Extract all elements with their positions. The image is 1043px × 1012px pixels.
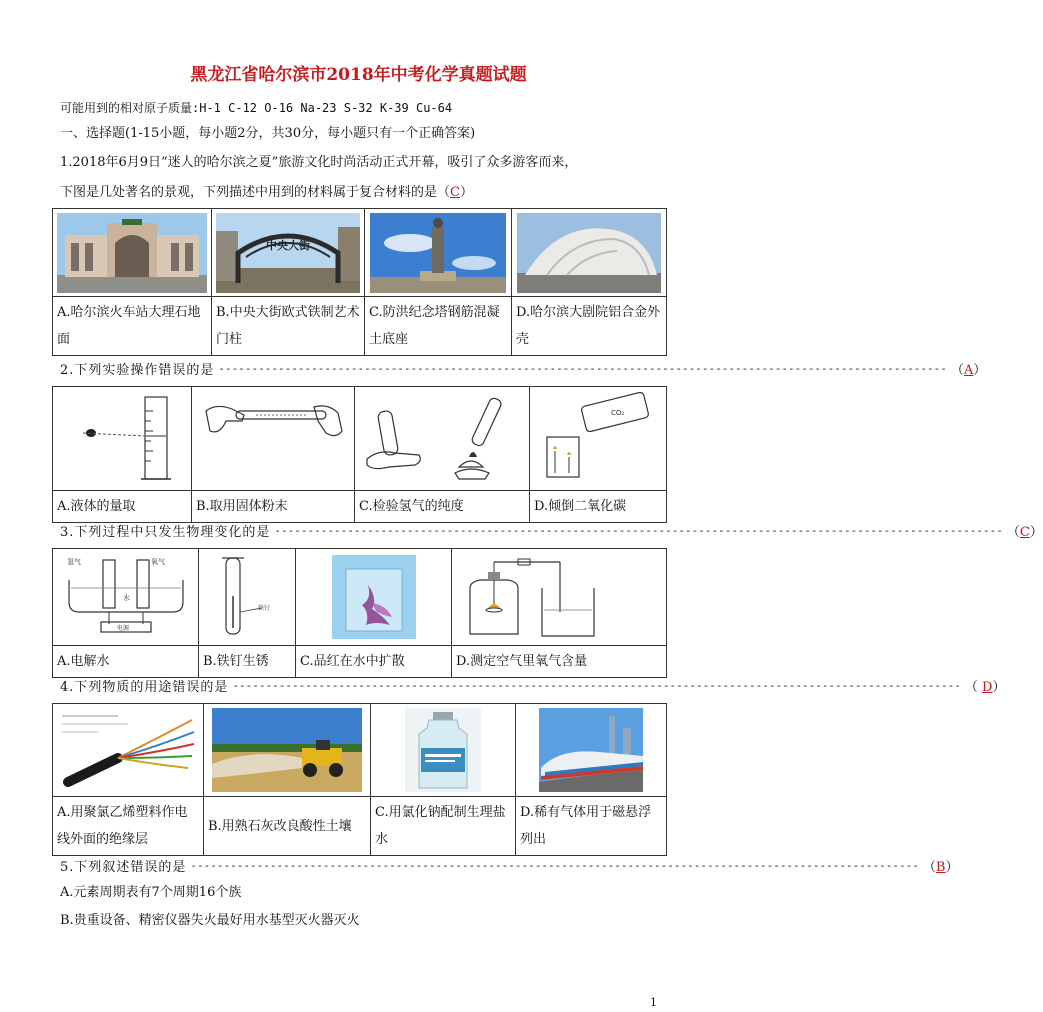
tractor-field-image [212, 708, 362, 792]
water-electrolysis-drawing [57, 552, 195, 642]
maglev-train-image [539, 708, 643, 792]
q1-image-b [212, 209, 365, 297]
q1-option-d: D.哈尔滨大剧院铝合金外壳 [512, 297, 667, 356]
q4-option-c: C.用氯化钠配制生理盐水 [371, 797, 516, 856]
q4-stem-line [60, 675, 1006, 695]
page-number: 1 [650, 996, 657, 1009]
q2-option-d: D.倾倒二氧化碳 [530, 491, 667, 523]
q4-answer-bracket [965, 676, 1006, 695]
q5-open-paren: （ [922, 859, 936, 875]
grand-theatre-image [517, 213, 661, 293]
q1-options-table [52, 208, 667, 356]
q1-stem-line1: 1.2018年6月9日“迷人的哈尔滨之夏”旅游文化时尚活动正式开幕，吸引了众多游客而来， [60, 155, 578, 170]
q5-leader-dashes: -------------------------------------------------------------------------------------------------------------- [190, 858, 919, 872]
atomic-masses: 可能用到的相对原子质量:H-1 C-12 O-16 Na-23 S-32 K-39 Cu-64 [60, 101, 453, 115]
q2-options-table [52, 386, 667, 523]
electric-cable-image [58, 708, 198, 792]
q2-answer: A [963, 362, 974, 378]
q3-leader-dashes: -------------------------------------------------------------------------------------------------------------- [274, 523, 1003, 537]
solid-powder-drawing [196, 391, 350, 487]
o2-label: 氧气 [150, 558, 165, 566]
q2-stem: 2.下列实验操作错误的是 [60, 362, 215, 378]
q4-image-b [204, 704, 371, 797]
q5-stem-line [60, 855, 959, 875]
q1-answer: C [450, 185, 460, 200]
q2-image-d [530, 387, 667, 491]
q2-option-c: C.检验氢气的纯度 [355, 491, 530, 523]
q4-stem: 4.下列物质的用途错误的是 [60, 679, 229, 695]
h2-label: 氢气 [66, 558, 81, 566]
q2-image-c [355, 387, 530, 491]
oxygen-content-test-drawing [456, 552, 662, 642]
q1-option-a: A.哈尔滨火车站大理石地面 [53, 297, 212, 356]
rusting-nail-drawing [202, 552, 292, 642]
q1-stem-text: 下图是几处著名的景观，下列描述中用到的材料属于复合材料的是（ [60, 185, 451, 200]
q4-options-table [52, 703, 667, 856]
q2-close-paren: ） [973, 362, 987, 378]
q2-option-a: A.液体的量取 [53, 491, 192, 523]
saline-bottle-image [405, 708, 481, 792]
q1-image-d [512, 209, 667, 297]
water-label: 水 [122, 594, 130, 602]
graduated-cylinder-drawing [57, 391, 187, 487]
q5-stem: 5.下列叙述错误的是 [60, 859, 187, 875]
q1-image-c [365, 209, 512, 297]
q3-option-c: C.品红在水中扩散 [296, 646, 452, 678]
page-title: 黑龙江省哈尔滨市2018年中考化学真题试题 [190, 65, 527, 85]
q2-open-paren: （ [950, 362, 964, 378]
q3-options-table [52, 548, 667, 678]
q4-image-a [53, 704, 204, 797]
q2-leader-dashes: -------------------------------------------------------------------------------------------------------------- [218, 361, 947, 375]
q2-image-b [192, 387, 355, 491]
q3-image-a [53, 549, 199, 646]
q1-option-b: B.中央大街欧式铁制艺术门柱 [212, 297, 365, 356]
q3-answer: C [1019, 524, 1030, 540]
q4-open-paren: （ [964, 679, 983, 695]
q1-option-c: C.防洪纪念塔钢筋混凝土底座 [365, 297, 512, 356]
q3-stem-line [60, 520, 1043, 540]
central-street-gate-image [216, 213, 360, 293]
q5-option-a: A.元素周期表有7个周期16个族 [60, 885, 242, 900]
q1-close-paren: ） [459, 185, 473, 200]
q2-answer-bracket [951, 359, 986, 378]
q2-image-a [53, 387, 192, 491]
q4-image-c [371, 704, 516, 797]
pour-co2-drawing [533, 391, 663, 487]
q2-option-b: B.取用固体粉末 [192, 491, 355, 523]
q3-option-b: B.铁钉生锈 [199, 646, 296, 678]
q3-image-c [296, 549, 452, 646]
railway-station-image [57, 213, 207, 293]
q4-option-d: D.稀有气体用于磁悬浮列出 [516, 797, 667, 856]
q5-answer: B [935, 859, 946, 875]
q3-option-a: A.电解水 [53, 646, 199, 678]
q3-answer-bracket [1007, 521, 1043, 540]
q4-option-a: A.用聚氯乙烯塑料作电线外面的绝缘层 [53, 797, 204, 856]
q2-stem-line [60, 358, 987, 378]
section-header: 一、选择题(1-15小题，每小题2分，共30分，每小题只有一个正确答案) [60, 126, 476, 141]
q4-close-paren: ） [992, 679, 1006, 695]
q3-image-b [199, 549, 296, 646]
q5-answer-bracket [923, 856, 959, 875]
q5-option-b: B.贵重设备、精密仪器失火最好用水基型灭火器灭火 [60, 913, 360, 928]
nail-label: 铁钉 [258, 605, 271, 612]
q4-answer: D [982, 679, 993, 695]
q3-stem: 3.下列过程中只发生物理变化的是 [60, 524, 271, 540]
q5-close-paren: ） [945, 859, 959, 875]
q3-open-paren: （ [1006, 524, 1020, 540]
co2-label: CO₂ [611, 408, 625, 417]
q3-image-d [452, 549, 667, 646]
dye-diffusion-image [332, 555, 416, 639]
q4-image-d [516, 704, 667, 797]
q3-close-paren: ） [1029, 524, 1043, 540]
gate-text: 中央大街 [266, 238, 310, 252]
flood-memorial-tower-image [370, 213, 506, 293]
q4-leader-dashes: -------------------------------------------------------------------------------------------------------------- [232, 678, 961, 692]
q4-option-b: B.用熟石灰改良酸性土壤 [204, 797, 371, 856]
power-label: 电源 [116, 625, 129, 632]
q1-image-a [53, 209, 212, 297]
q3-option-d: D.测定空气里氧气含量 [452, 646, 667, 678]
hydrogen-purity-test-drawing [359, 391, 525, 487]
q1-stem-line2 [60, 183, 473, 203]
